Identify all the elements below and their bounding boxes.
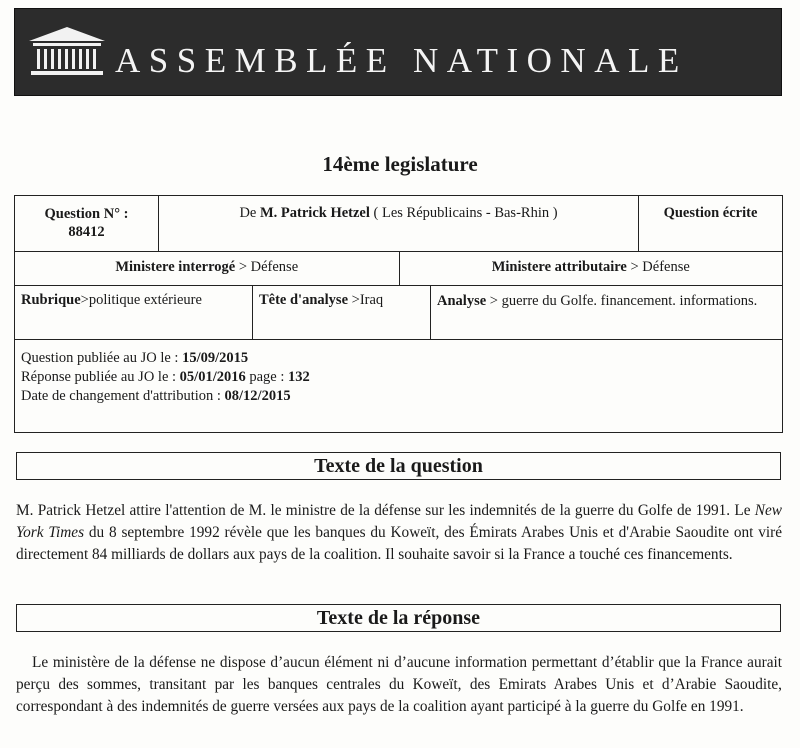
info-row-publication: [15, 339, 782, 432]
ministere-interroge-value: > Défense: [238, 259, 299, 275]
question-text-part1: M. Patrick Hetzel attire l'attention de M. le ministre de la défense sur les indemnités de la guerre du Golfe de 1991. Le: [16, 502, 755, 519]
legislature-title: 14ème legislature: [322, 152, 478, 176]
reponse-publication-label: Réponse publiée au JO le :: [21, 369, 177, 385]
newspaper-name: New York Times: [16, 502, 782, 541]
publication-dates-cell: [15, 340, 782, 432]
reponse-publication-date: 05/01/2016: [179, 369, 246, 385]
question-publication-line: [21, 349, 776, 368]
tete-analyse-value: >Iraq: [351, 292, 384, 308]
assemblee-building-logo-icon: [25, 21, 109, 81]
question-publication-label: Question publiée au JO le :: [21, 350, 179, 366]
reponse-publication-line: [21, 368, 776, 387]
info-row-author: [15, 196, 782, 251]
ministere-attributaire-cell: [399, 252, 783, 285]
question-text-part2: du 8 septembre 1992 révèle que les banques du Koweït, des Émirats Arabes Unis et d'Arabie Saoudite ont viré directement 84 milliards de dollars aux pays de la coalition. Il souhaite savoir si la France a touché ces financements.: [16, 524, 783, 563]
question-section-heading: Texte de la question: [16, 452, 781, 480]
info-row-ministeres: [15, 251, 782, 285]
ministere-interroge-label: Ministere interrogé: [115, 259, 236, 275]
author-cell: [158, 196, 638, 251]
changement-attribution-label: Date de changement d'attribution :: [21, 388, 221, 404]
changement-attribution-line: [21, 387, 776, 406]
author-name: M. Patrick Hetzel: [259, 205, 370, 221]
page-value: 132: [288, 369, 310, 385]
page-label: page :: [249, 369, 285, 385]
info-row-rubrique: [15, 285, 782, 339]
question-text: [16, 500, 782, 566]
rubrique-value: >politique extérieure: [80, 292, 202, 308]
analyse-cell: [430, 286, 782, 339]
reponse-section-heading: Texte de la réponse: [16, 604, 781, 632]
question-type-cell: Question écrite: [638, 196, 782, 251]
author-party: ( Les Républicains - Bas-Rhin ): [373, 205, 558, 221]
question-publication-date: 15/09/2015: [182, 350, 249, 366]
question-number-label: Question N° :: [44, 206, 129, 222]
tete-analyse-label: Tête d'analyse: [259, 292, 349, 308]
ministere-attributaire-label: Ministere attributaire: [491, 259, 627, 275]
ministere-interroge-cell: [15, 252, 399, 285]
rubrique-cell: [15, 286, 252, 339]
question-number-cell: [15, 196, 158, 251]
analyse-value: > guerre du Golfe. financement. informations.: [489, 293, 758, 309]
analyse-label: Analyse: [437, 293, 487, 309]
changement-attribution-date: 08/12/2015: [224, 388, 291, 404]
question-number-value: 88412: [68, 224, 105, 240]
question-info-table: [14, 195, 783, 433]
header-banner: [14, 8, 782, 96]
rubrique-label: Rubrique: [21, 292, 81, 308]
tete-analyse-cell: [252, 286, 430, 339]
ministere-attributaire-value: > Défense: [630, 259, 690, 275]
assemblee-title: ASSEMBLÉE NATIONALE: [115, 41, 688, 80]
author-prefix: De: [239, 205, 257, 221]
reponse-text: Le ministère de la défense ne dispose d’aucun élément ni d’aucune information permettant d’établir que la France aurait perçu des sommes, transitant par les banques centrales du Koweït, des Emirats Arabes Unis et d’Arabie Saoudite, correspondant à des indemnités de guerre versées aux pays de la coalition ayant participé à la guerre du Golfe en 1991.: [16, 654, 782, 715]
